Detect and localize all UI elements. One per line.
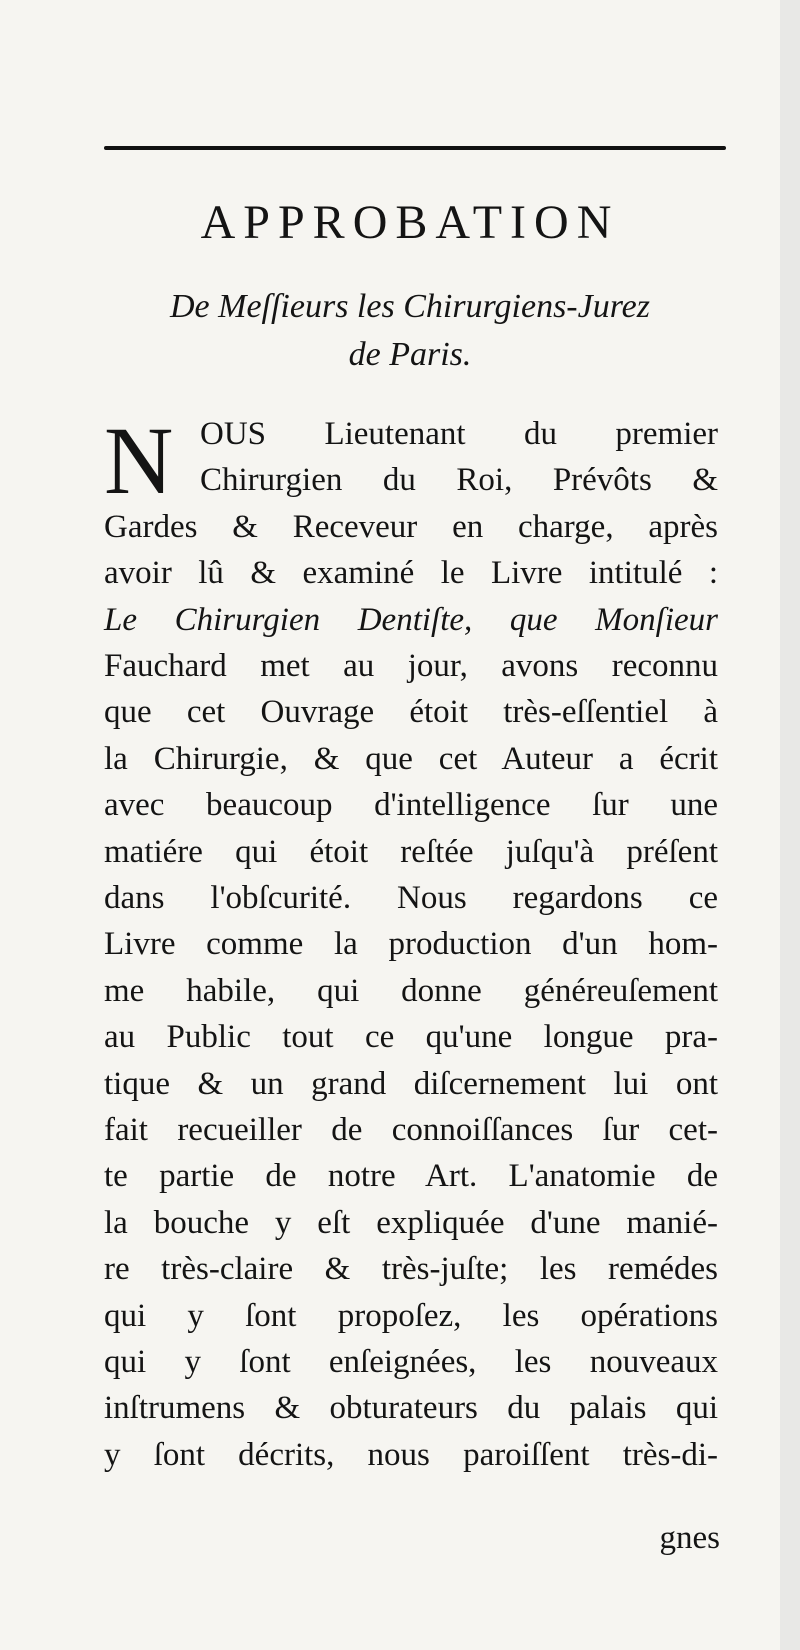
text-line: la bouche y eſt expliquée d'une manié- — [104, 1204, 718, 1241]
text-line: la Chirurgie, & que cet Auteur a écrit — [104, 740, 718, 777]
text-line: tique & un grand diſcernement lui ont — [104, 1065, 718, 1102]
subtitle — [100, 283, 720, 379]
text-line: Livre comme la production d'un hom- — [104, 926, 718, 963]
subtitle-line-2: de Paris. — [348, 336, 472, 373]
text-line: Fauchard met au jour, avons reconnu — [104, 648, 718, 684]
page-heading: APPROBATION — [200, 196, 620, 249]
page-edge — [780, 0, 800, 1650]
text-line: dans l'obſcurité. Nous regardons ce — [104, 880, 718, 916]
header-rule — [104, 146, 726, 150]
text-line: OUS Lieutenant du premier — [200, 416, 718, 452]
text-line: fait recueiller de connoiſſances ſur cet- — [104, 1112, 718, 1148]
text-line: Gardes & Receveur en charge, après — [104, 508, 718, 545]
text-line: Chirurgien du Roi, Prévôts & — [200, 462, 718, 499]
text-line: me habile, qui donne généreuſement — [104, 972, 718, 1009]
text-line: au Public tout ce qu'une longue pra- — [104, 1019, 718, 1056]
text-line: y ſont décrits, nous paroiſſent très-di- — [104, 1436, 718, 1473]
text-line: avoir lû & examiné le Livre intitulé : — [104, 555, 718, 592]
drop-cap: N — [104, 407, 174, 514]
text-line: inſtrumens & obturateurs du palais qui — [104, 1390, 718, 1427]
text-line: qui y ſont propoſez, les opérations — [104, 1297, 718, 1334]
text-line: te partie de notre Art. L'anatomie de — [104, 1158, 718, 1195]
text-line: que cet Ouvrage étoit très-eſſentiel à — [104, 694, 718, 731]
text-line: matiére qui étoit reſtée juſqu'à préſent — [104, 833, 718, 870]
text-line: avec beaucoup d'intelligence ſur une — [104, 787, 718, 824]
text-line: re très-claire & très-juſte; les remédes — [104, 1251, 718, 1288]
text-line: Le Chirurgien Dentiſte, que Monſieur — [104, 601, 718, 638]
subtitle-line-1: De Meſſieurs les Chirurgiens-Jurez — [169, 288, 651, 325]
text-line: qui y ſont enſeignées, les nouveaux — [104, 1344, 718, 1380]
catchword: gnes — [659, 1520, 720, 1556]
